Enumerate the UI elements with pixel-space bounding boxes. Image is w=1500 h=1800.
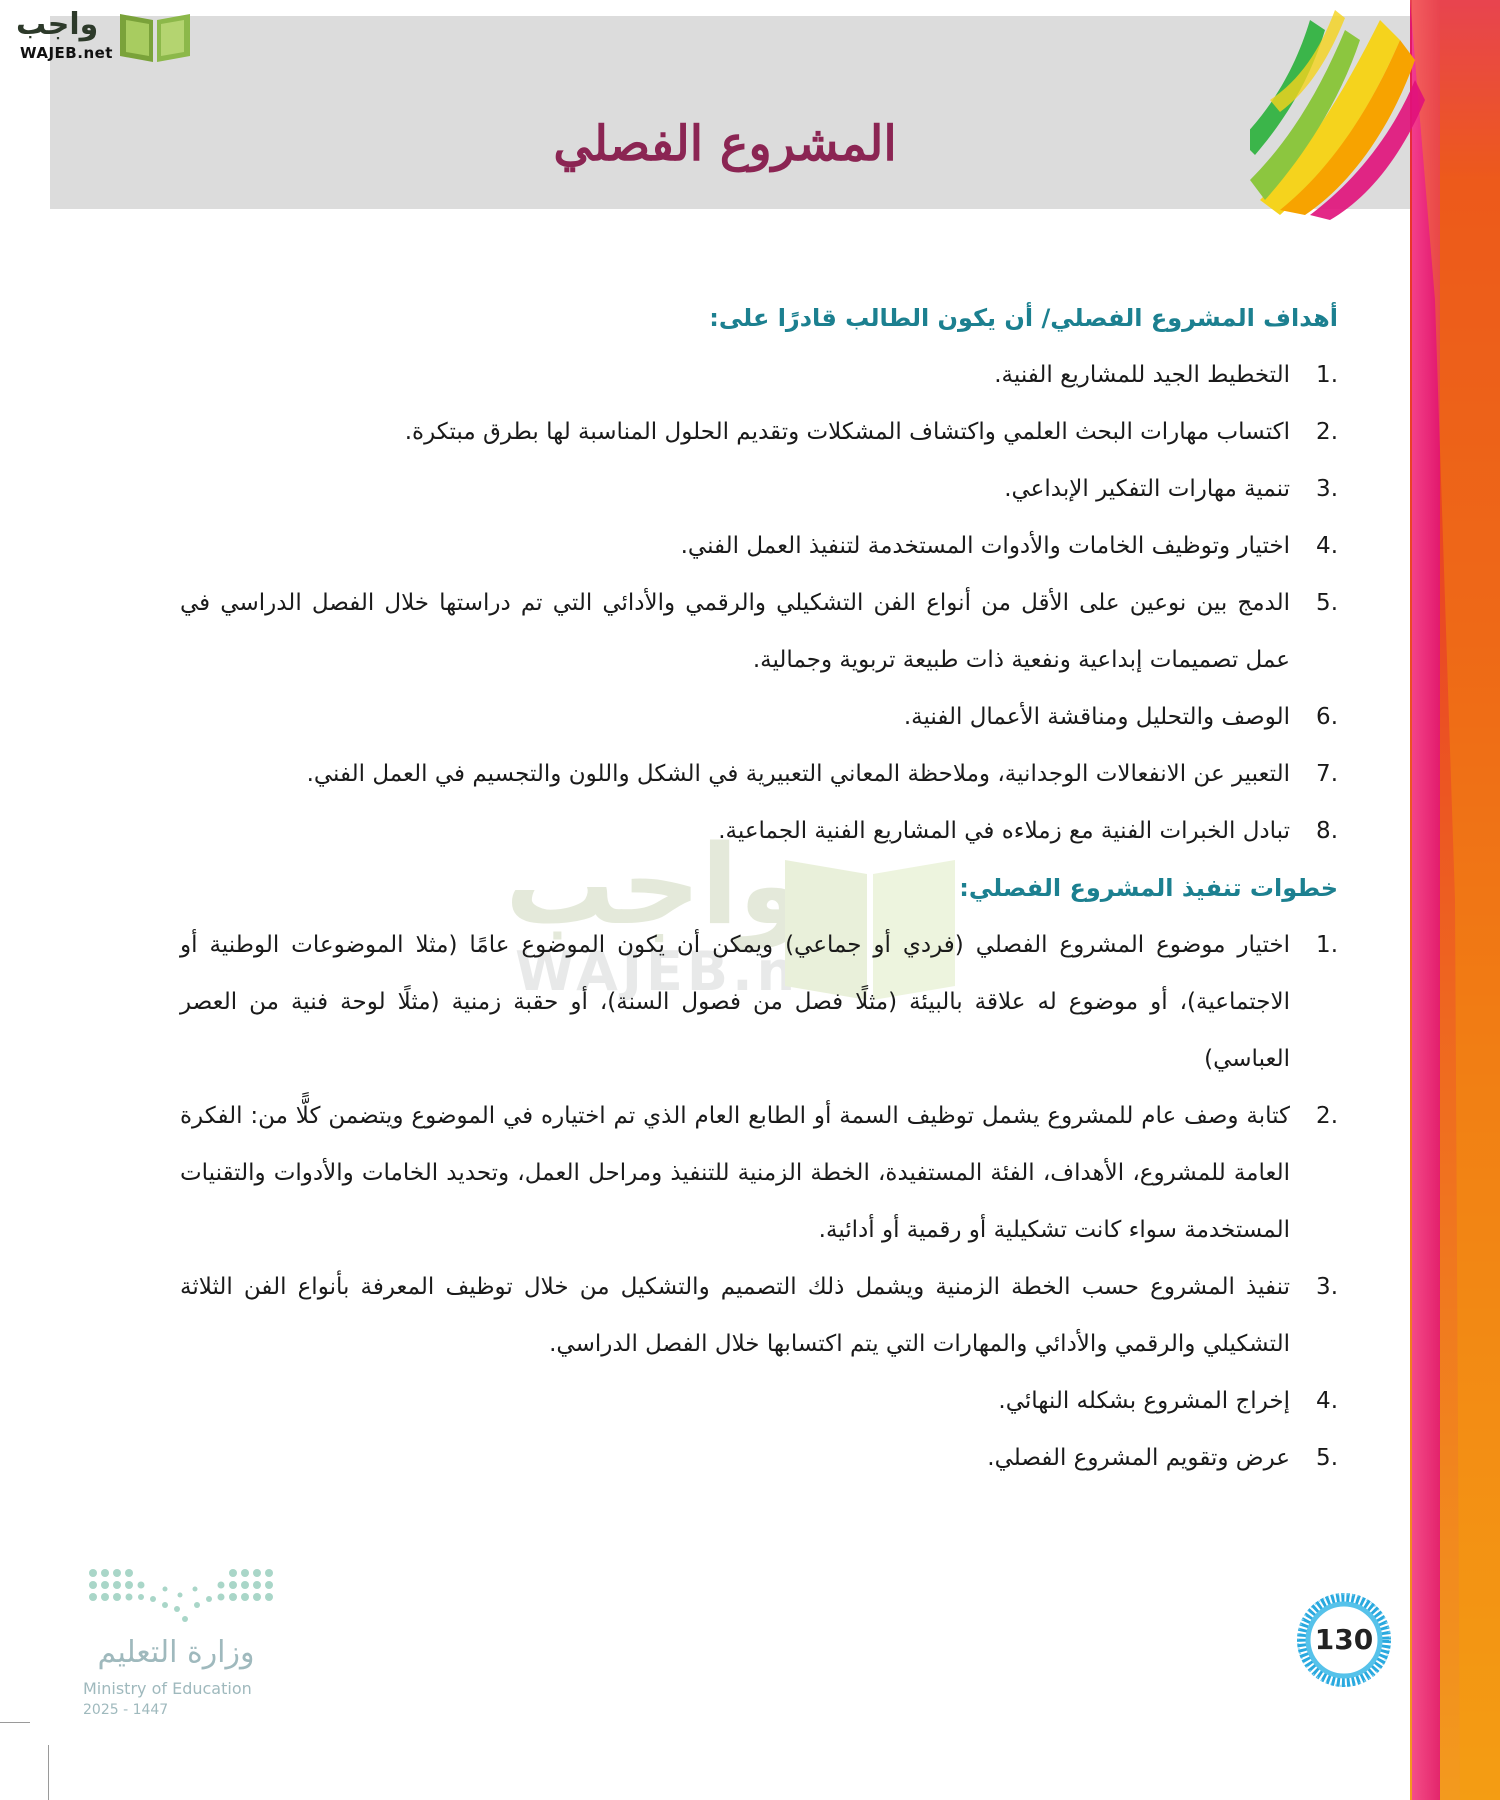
item-number: .8: [1316, 818, 1338, 844]
list-item: [180, 404, 1338, 461]
item-text: اختيار وتوظيف الخامات والأدوات المستخدمة لتنفيذ العمل الفني.: [680, 533, 1290, 559]
goals-heading: أهداف المشروع الفصلي/ أن يكون الطالب قادرًا على:: [709, 304, 1338, 332]
list-item: [180, 803, 1338, 860]
item-number: .1: [1316, 362, 1338, 388]
book-icon: [116, 6, 194, 66]
ministry-logo: [75, 1555, 305, 1735]
item-number: .5: [1316, 590, 1338, 616]
list-item: [180, 917, 1338, 1088]
watermark-english-text: WAJEB.net: [515, 940, 870, 1003]
crop-mark: [48, 1745, 49, 1800]
page-number-badge: [1296, 1592, 1392, 1688]
wajeb-logo: [8, 6, 193, 68]
item-text: تنمية مهارات التفكير الإبداعي.: [1004, 476, 1290, 502]
item-text: تبادل الخبرات الفنية مع زملاءه في المشاريع الفنية الجماعية.: [718, 818, 1290, 844]
list-item: [180, 518, 1338, 575]
item-text: عرض وتقويم المشروع الفصلي.: [987, 1445, 1290, 1471]
item-text: اكتساب مهارات البحث العلمي واكتشاف المشكلات وتقديم الحلول المناسبة لها بطرق مبتكرة.: [404, 419, 1290, 445]
crop-mark: [1470, 1722, 1500, 1723]
crop-mark: [1470, 45, 1500, 46]
list-item: [180, 689, 1338, 746]
item-number: .3: [1316, 1274, 1338, 1300]
item-number: .1: [1316, 932, 1338, 958]
ministry-english-name: Ministry of Education: [83, 1679, 252, 1698]
main-content: [180, 290, 1338, 1487]
page-title: المشروع الفصلي: [553, 116, 897, 172]
list-item: [180, 1430, 1338, 1487]
logo-english-text: WAJEB.net: [20, 44, 113, 62]
crop-mark: [1452, 0, 1453, 30]
item-text: اختيار موضوع المشروع الفصلي (فردي أو جماعي) ويمكن أن يكون الموضوع عامًا (مثلا الموضوعات الوطنية أو الاجتماعية)، أو موضوع له علاقة بالبيئة (مثلًا فصل من فصول السنة)، أو حقبة زمنية (مثلًا لوحة فنية من العصر العباسي): [180, 932, 1290, 1072]
item-number: .5: [1316, 1445, 1338, 1471]
crop-mark: [1452, 1745, 1453, 1800]
logo-arabic-text: واجب: [16, 7, 99, 42]
steps-list: [180, 917, 1338, 1487]
page-number: 130: [1314, 1610, 1374, 1670]
item-number: .2: [1316, 419, 1338, 445]
watermark-arabic-text: واجب: [505, 821, 807, 949]
ministry-dots-icon: [85, 1565, 275, 1629]
item-text: كتابة وصف عام للمشروع يشمل توظيف السمة أو الطابع العام الذي تم اختياره في الموضوع ويتضمن كلًّا من: الفكرة العامة للمشروع، الأهداف، الفئة المستفيدة، الخطة الزمنية للتنفيذ ومراحل العمل، وتحديد الخامات والأدوات والتقنيات المستخدمة سواء كانت تشكيلية أو رقمية أو أدائية.: [180, 1103, 1290, 1243]
item-number: .4: [1316, 533, 1338, 559]
item-number: .7: [1316, 761, 1338, 787]
crop-mark: [0, 1722, 30, 1723]
list-item: [180, 461, 1338, 518]
list-item: [180, 746, 1338, 803]
list-item: [180, 1373, 1338, 1430]
item-text: التعبير عن الانفعالات الوجدانية، وملاحظة المعاني التعبيرية في الشكل واللون والتجسيم في العمل الفني.: [306, 761, 1290, 787]
ministry-arabic-name: وزارة التعليم: [97, 1635, 255, 1670]
goals-list: [180, 347, 1338, 860]
list-item: [180, 1259, 1338, 1373]
item-number: .6: [1316, 704, 1338, 730]
steps-heading: خطوات تنفيذ المشروع الفصلي:: [959, 874, 1338, 902]
item-text: الدمج بين نوعين على الأقل من أنواع الفن التشكيلي والرقمي والأدائي التي تم دراستها خلال الفصل الدراسي في عمل تصميمات إبداعية ونفعية ذات طبيعة تربوية وجمالية.: [180, 590, 1290, 673]
list-item: [180, 347, 1338, 404]
list-item: [180, 575, 1338, 689]
item-number: .4: [1316, 1388, 1338, 1414]
item-text: تنفيذ المشروع حسب الخطة الزمنية ويشمل ذلك التصميم والتشكيل من خلال توظيف المعرفة بأنواع الفن الثلاثة التشكيلي والرقمي والأدائي والمهارات التي يتم اكتسابها خلال الفصل الدراسي.: [180, 1274, 1290, 1357]
ministry-year: 2025 - 1447: [83, 1702, 169, 1718]
item-text: التخطيط الجيد للمشاريع الفنية.: [994, 362, 1290, 388]
item-text: الوصف والتحليل ومناقشة الأعمال الفنية.: [903, 704, 1290, 730]
item-number: .2: [1316, 1103, 1338, 1129]
item-text: إخراج المشروع بشكله النهائي.: [998, 1388, 1290, 1414]
item-number: .3: [1316, 476, 1338, 502]
list-item: [180, 1088, 1338, 1259]
